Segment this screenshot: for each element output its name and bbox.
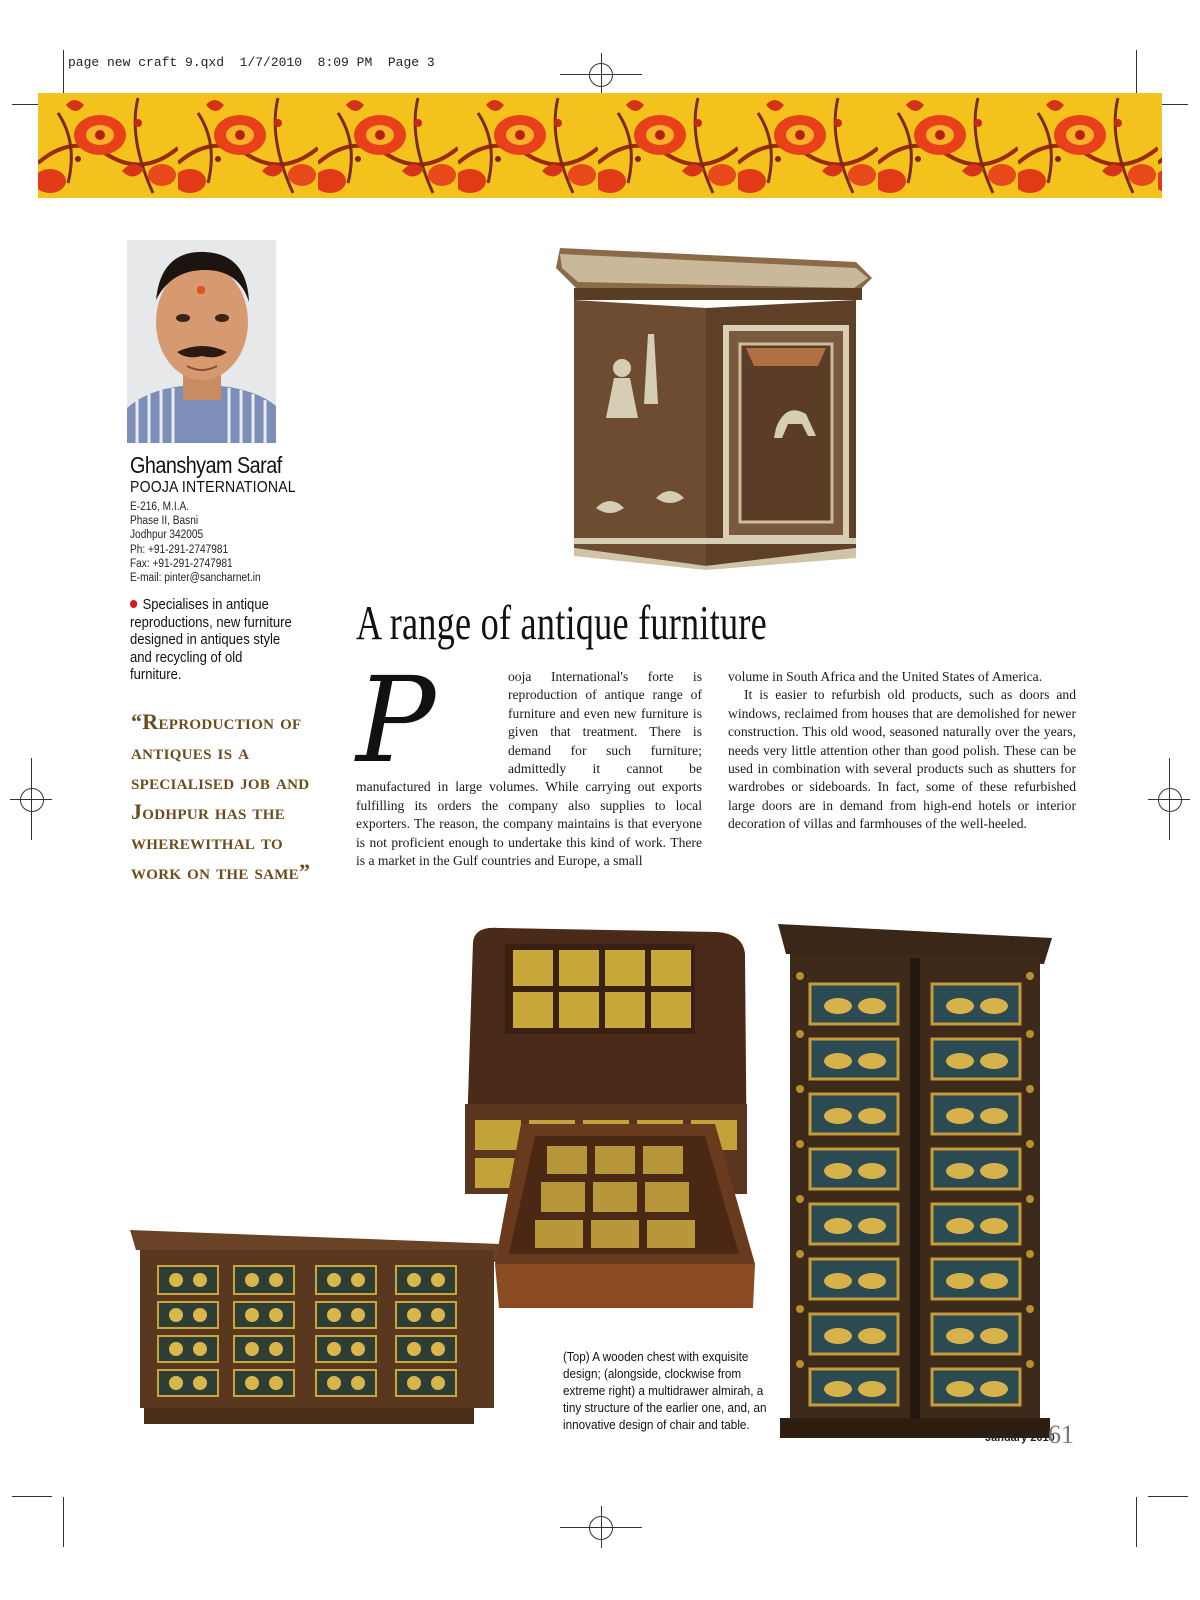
sideboard-photo <box>130 1230 500 1430</box>
article-column-2 <box>728 668 1076 834</box>
speciality-text: Specialises in antique reproductions, new furniture designed in antiques style and recycling of old furniture. <box>130 597 292 683</box>
drop-cap: P <box>356 651 436 789</box>
company-name: POOJA INTERNATIONAL <box>130 479 296 496</box>
pull-quote: “Reproduction of antiques is a specialised job and Jodhpur has the wherewithal to work on the same” <box>131 709 311 884</box>
slug-line: page new craft 9.qxd 1/7/2010 8:09 PM Page 3 <box>68 55 435 70</box>
crop-mark <box>12 1496 52 1497</box>
article-paragraph: ooja International's forte is reproduction of antique range of furniture and even new furniture is given that treatment. There is demand for such furniture; admittedly it cannot be manufactured in large volumes. While carrying out exports fulfilling its orders the company also supplies to local exporters. The reason, the company maintains is that everyone is not proficient enough to undertake this kind of work. There is a market in the Gulf countries and Europe, a small <box>356 669 702 869</box>
photo-caption: (Top) A wooden chest with exquisite design; (alongside, clockwise from extreme right) a multidrawer almirah, a tiny structure of the earlier one, and, an innovative design of chair and table. <box>563 1349 767 1432</box>
registration-mark-top <box>560 63 642 85</box>
red-bullet-icon <box>130 600 137 608</box>
registration-mark-right <box>1148 788 1190 810</box>
crop-mark <box>63 1497 64 1547</box>
speciality-note <box>130 597 292 685</box>
registration-mark-bottom <box>560 1516 642 1538</box>
email-line: E-mail: pinter@sancharnet.in <box>130 572 261 585</box>
fax-line: Fax: +91-291-2747981 <box>130 557 233 570</box>
article-column-1 <box>356 651 702 870</box>
contact-address <box>130 500 261 585</box>
issue-date: January 2010 <box>985 1432 1055 1444</box>
address-line: E-216, M.I.A. <box>130 501 190 513</box>
floral-banner <box>38 93 1162 198</box>
contact-name: Ghanshyam Saraf <box>130 452 282 478</box>
phone-line: Ph: +91-291-2747981 <box>130 543 229 556</box>
registration-mark-left <box>10 788 52 810</box>
article-headline: A range of antique furniture <box>356 595 767 650</box>
address-line: Jodhpur 342005 <box>130 529 204 542</box>
crop-mark <box>1136 1497 1137 1547</box>
portrait-photo <box>127 240 276 443</box>
antique-chest-photo <box>556 248 876 570</box>
article-paragraph: volume in South Africa and the United States of America. <box>728 669 1043 684</box>
article-paragraph: It is easier to refurbish old products, such as doors and windows, reclaimed from houses that are demolished for newer construction. This old wood, seasoned naturally over the years, needs very little attention other than good polish. These can be used in combination with several products such as shutters for wardrobes or sideboards. In fact, some of these refurbished large doors are in demand from high-end hotels or interior decoration of villas and farmhouses of the well-heeled. <box>728 687 1076 832</box>
crop-mark <box>1148 1496 1188 1497</box>
page-number: 61 <box>1048 1420 1074 1449</box>
chair-and-table-photo <box>455 924 755 1316</box>
address-line: Phase II, Basni <box>130 515 199 528</box>
multidrawer-almirah-photo <box>776 924 1056 1438</box>
